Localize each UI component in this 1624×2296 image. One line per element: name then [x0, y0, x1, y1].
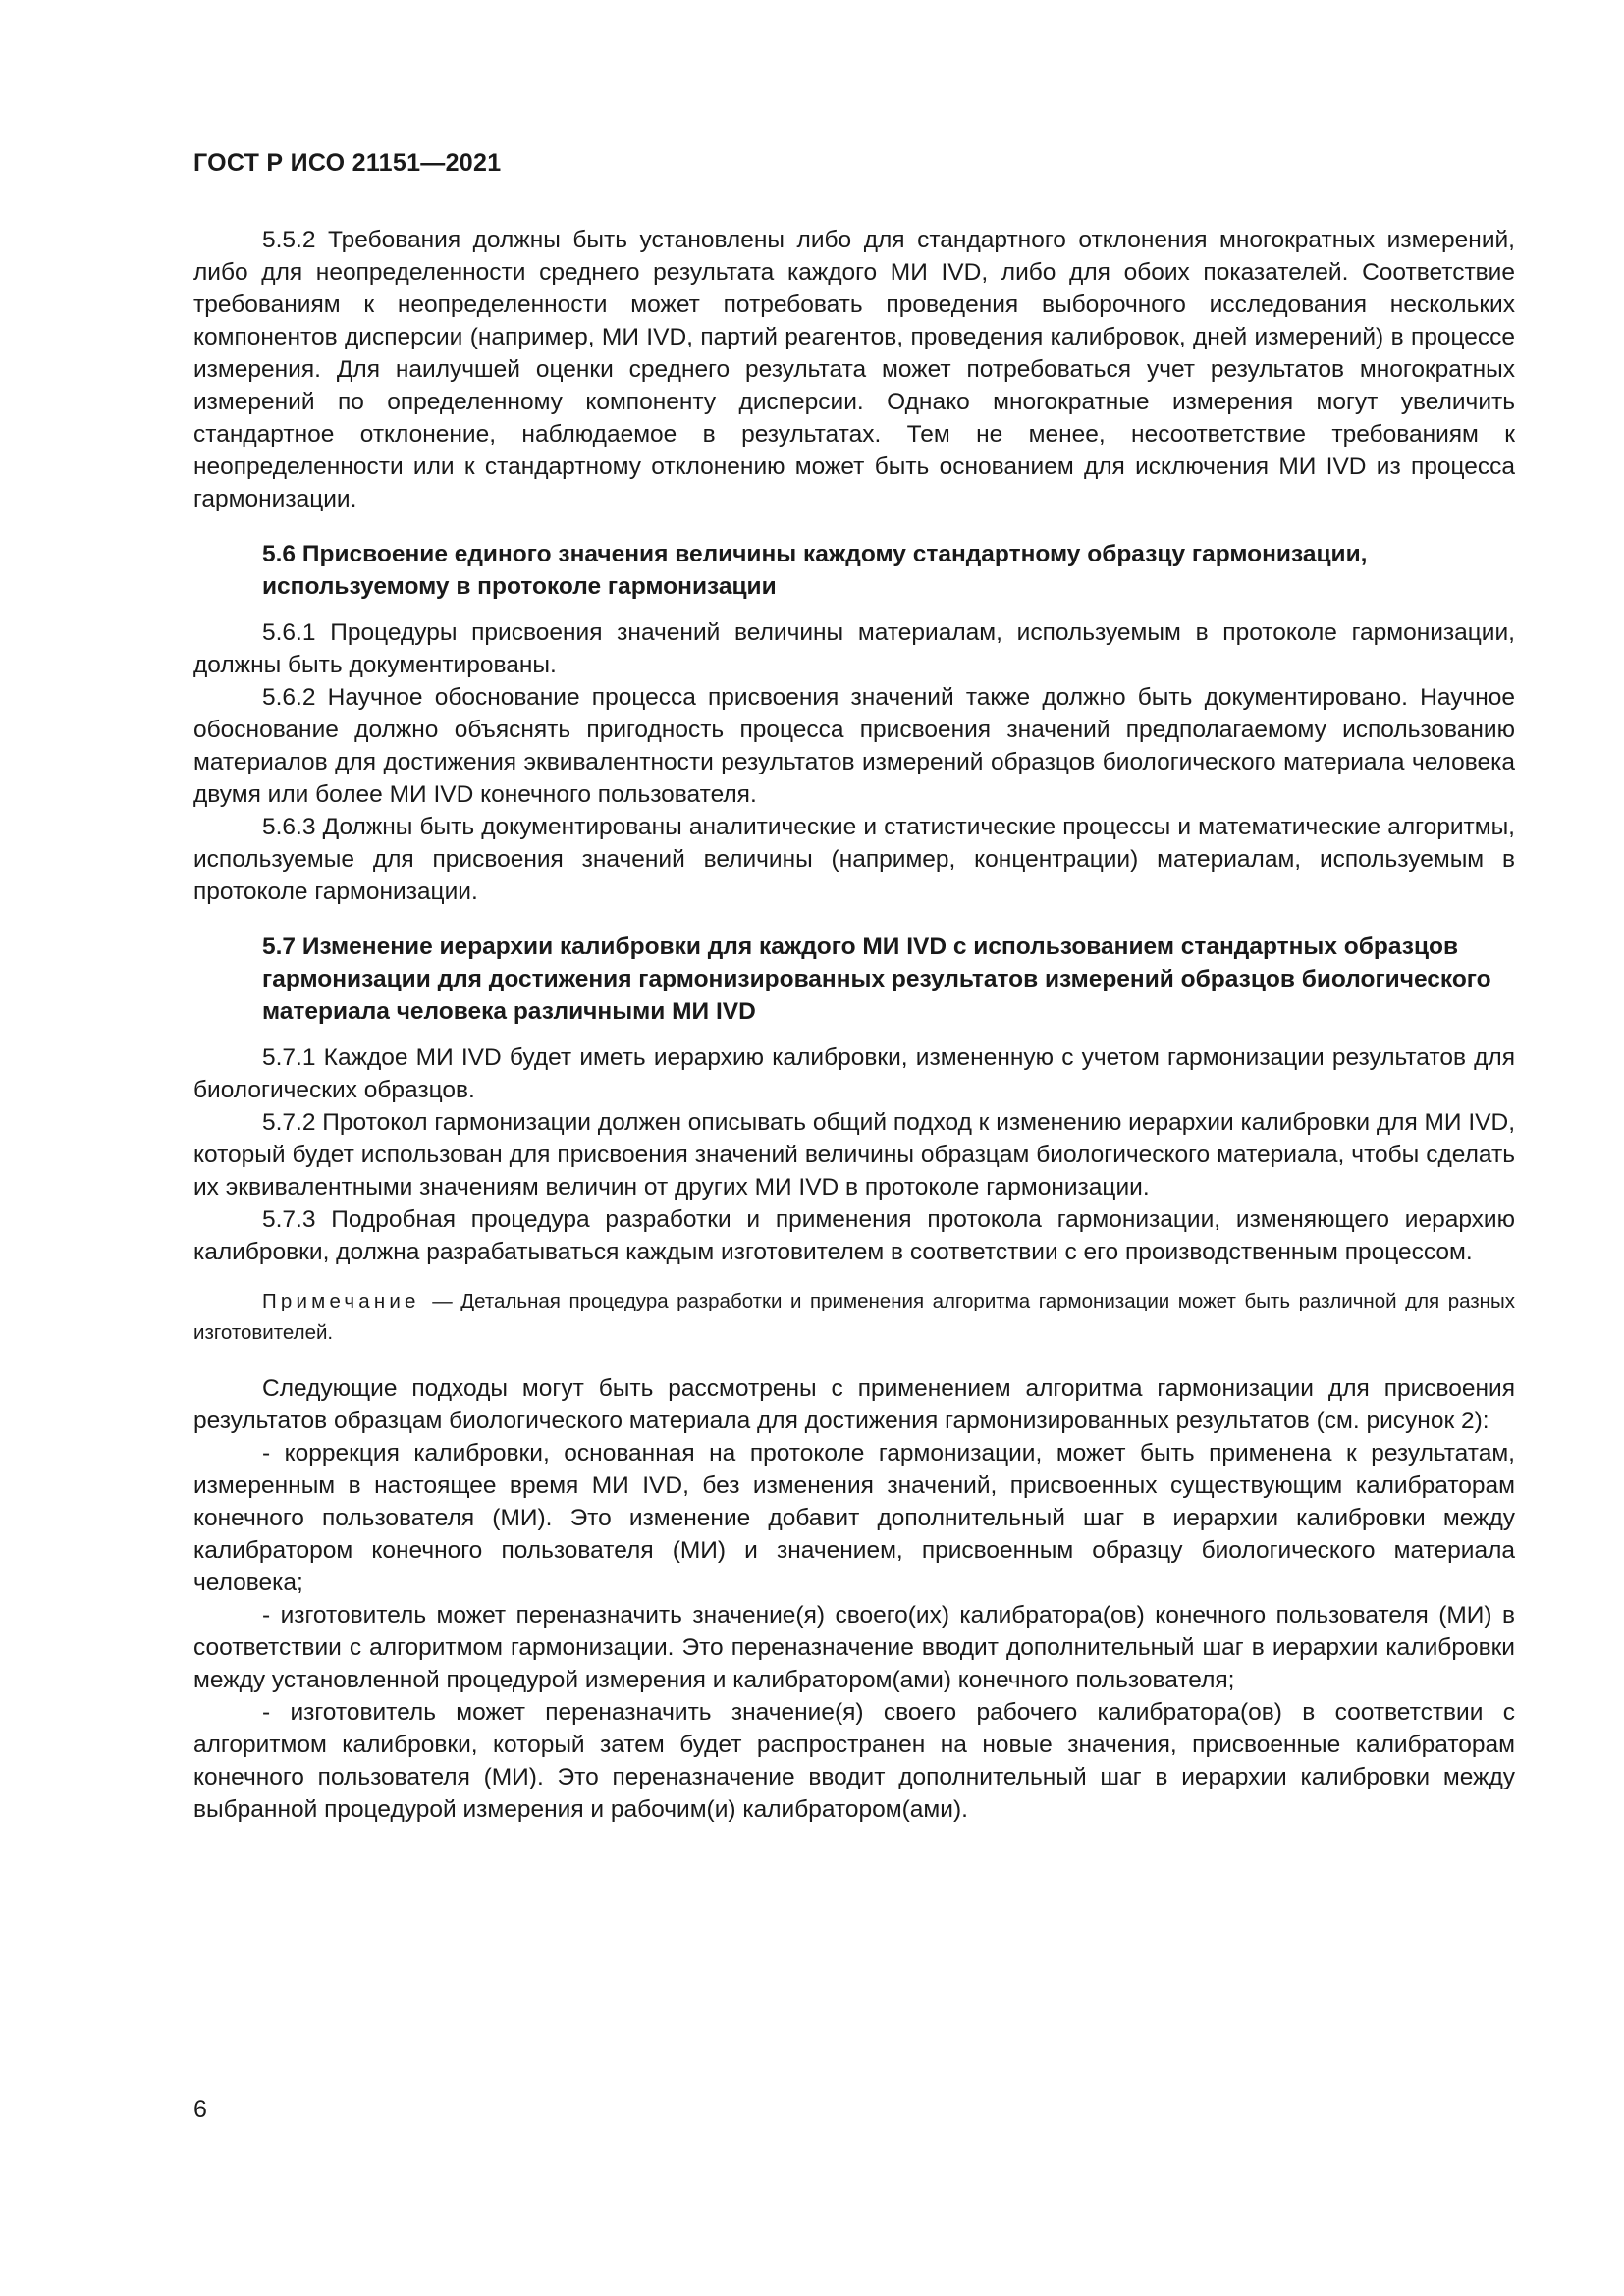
- note-text: — Детальная процедура разработки и применения алгоритма гармонизации может быть различной для разных изготовителей.: [193, 1290, 1515, 1344]
- paragraph-5-7-1: 5.7.1 Каждое МИ IVD будет иметь иерархию калибровки, измененную с учетом гармонизации результатов для биологических образцов.: [193, 1044, 1515, 1103]
- document-header: ГОСТ Р ИСО 21151—2021: [193, 149, 502, 177]
- paragraph-5-6-2: 5.6.2 Научное обоснование процесса присвоения значений также должно быть документировано. Научное обоснование должно объяснять пригодность процесса присвоения значений предполагаемому использованию материалов для достижения эквивалентности результатов измерений образцов биологического материала человека двумя или более МИ IVD конечного пользователя.: [193, 684, 1515, 808]
- paragraph-5-7-3: 5.7.3 Подробная процедура разработки и применения протокола гармонизации, изменяющего иерархию калибровки, должна разрабатываться каждым изготовителем в соответствии с его производственным процессом.: [193, 1206, 1515, 1265]
- section-heading-5-6: 5.6 Присвоение единого значения величины каждому стандартному образцу гармонизации, используемому в протоколе гармонизации: [262, 541, 1368, 600]
- section-heading-5-7: 5.7 Изменение иерархии калибровки для каждого МИ IVD с использованием стандартных образцов гармонизации для достижения гармонизированных результатов измерений образцов биологического материала человека различными МИ IVD: [262, 934, 1491, 1025]
- list-item: - изготовитель может переназначить значение(я) своего(их) калибратора(ов) конечного пользователя (МИ) в соответствии с алгоритмом гармонизации. Это переназначение вводит дополнительный шаг в иерархии калибровки между установленной процедурой измерения и калибратором(ами) конечного пользователя;: [193, 1602, 1515, 1693]
- note: [193, 1286, 1515, 1349]
- paragraph-5-7-2: 5.7.2 Протокол гармонизации должен описывать общий подход к изменению иерархии калибровки для МИ IVD, который будет использован для присвоения значений величины образцам биологического материала, чтобы сделать их эквивалентными значениям величин от других МИ IVD в протоколе гармонизации.: [193, 1109, 1515, 1201]
- list-item: - изготовитель может переназначить значение(я) своего рабочего калибратора(ов) в соответствии с алгоритмом калибровки, который затем будет распространен на новые значения, присвоенные калибраторам конечного пользователя (МИ). Это переназначение вводит дополнительный шаг в иерархии калибровки между выбранной процедурой измерения и рабочим(и) калибратором(ами).: [193, 1699, 1515, 1823]
- paragraph-5-6-3: 5.6.3 Должны быть документированы аналитические и статистические процессы и математические алгоритмы, используемые для присвоения значений величины (например, концентрации) материалам, используемым в протоколе гармонизации.: [193, 814, 1515, 905]
- paragraph-5-5-2: 5.5.2 Требования должны быть установлены либо для стандартного отклонения многократных измерений, либо для неопределенности среднего результата каждого МИ IVD, либо для обоих показателей. Соответствие требованиям к неопределенности может потребовать проведения выборочного исследования нескольких компонентов дисперсии (например, МИ IVD, партий реагентов, проведения калибровок, дней измерений) в процессе измерения. Для наилучшей оценки среднего результата может потребоваться учет результатов многократных измерений по определенному компоненту дисперсии. Однако многократные измерения могут увеличить стандартное отклонение, наблюдаемое в результатах. Тем не менее, несоответствие требованиям к неопределенности или к стандартному отклонению может быть основанием для исключения МИ IVD из процесса гармонизации.: [193, 227, 1515, 512]
- page-number: 6: [193, 2096, 207, 2123]
- paragraph-5-6-1: 5.6.1 Процедуры присвоения значений величины материалам, используемым в протоколе гармонизации, должны быть документированы.: [193, 619, 1515, 678]
- paragraph-approaches: Следующие подходы могут быть рассмотрены с применением алгоритма гармонизации для присвоения результатов образцам биологического материала для достижения гармонизированных результатов (см. рисунок 2):: [193, 1375, 1515, 1434]
- note-label: Примечание: [262, 1290, 420, 1312]
- list-item: - коррекция калибровки, основанная на протоколе гармонизации, может быть применена к результатам, измеренным в настоящее время МИ IVD, без изменения значений, присвоенных существующим калибраторам конечного пользователя (МИ). Это изменение добавит дополнительный шаг в иерархии калибровки между калибратором конечного пользователя (МИ) и значением, присвоенным образцу биологического материала человека;: [193, 1440, 1515, 1596]
- document-body: [193, 224, 1515, 1826]
